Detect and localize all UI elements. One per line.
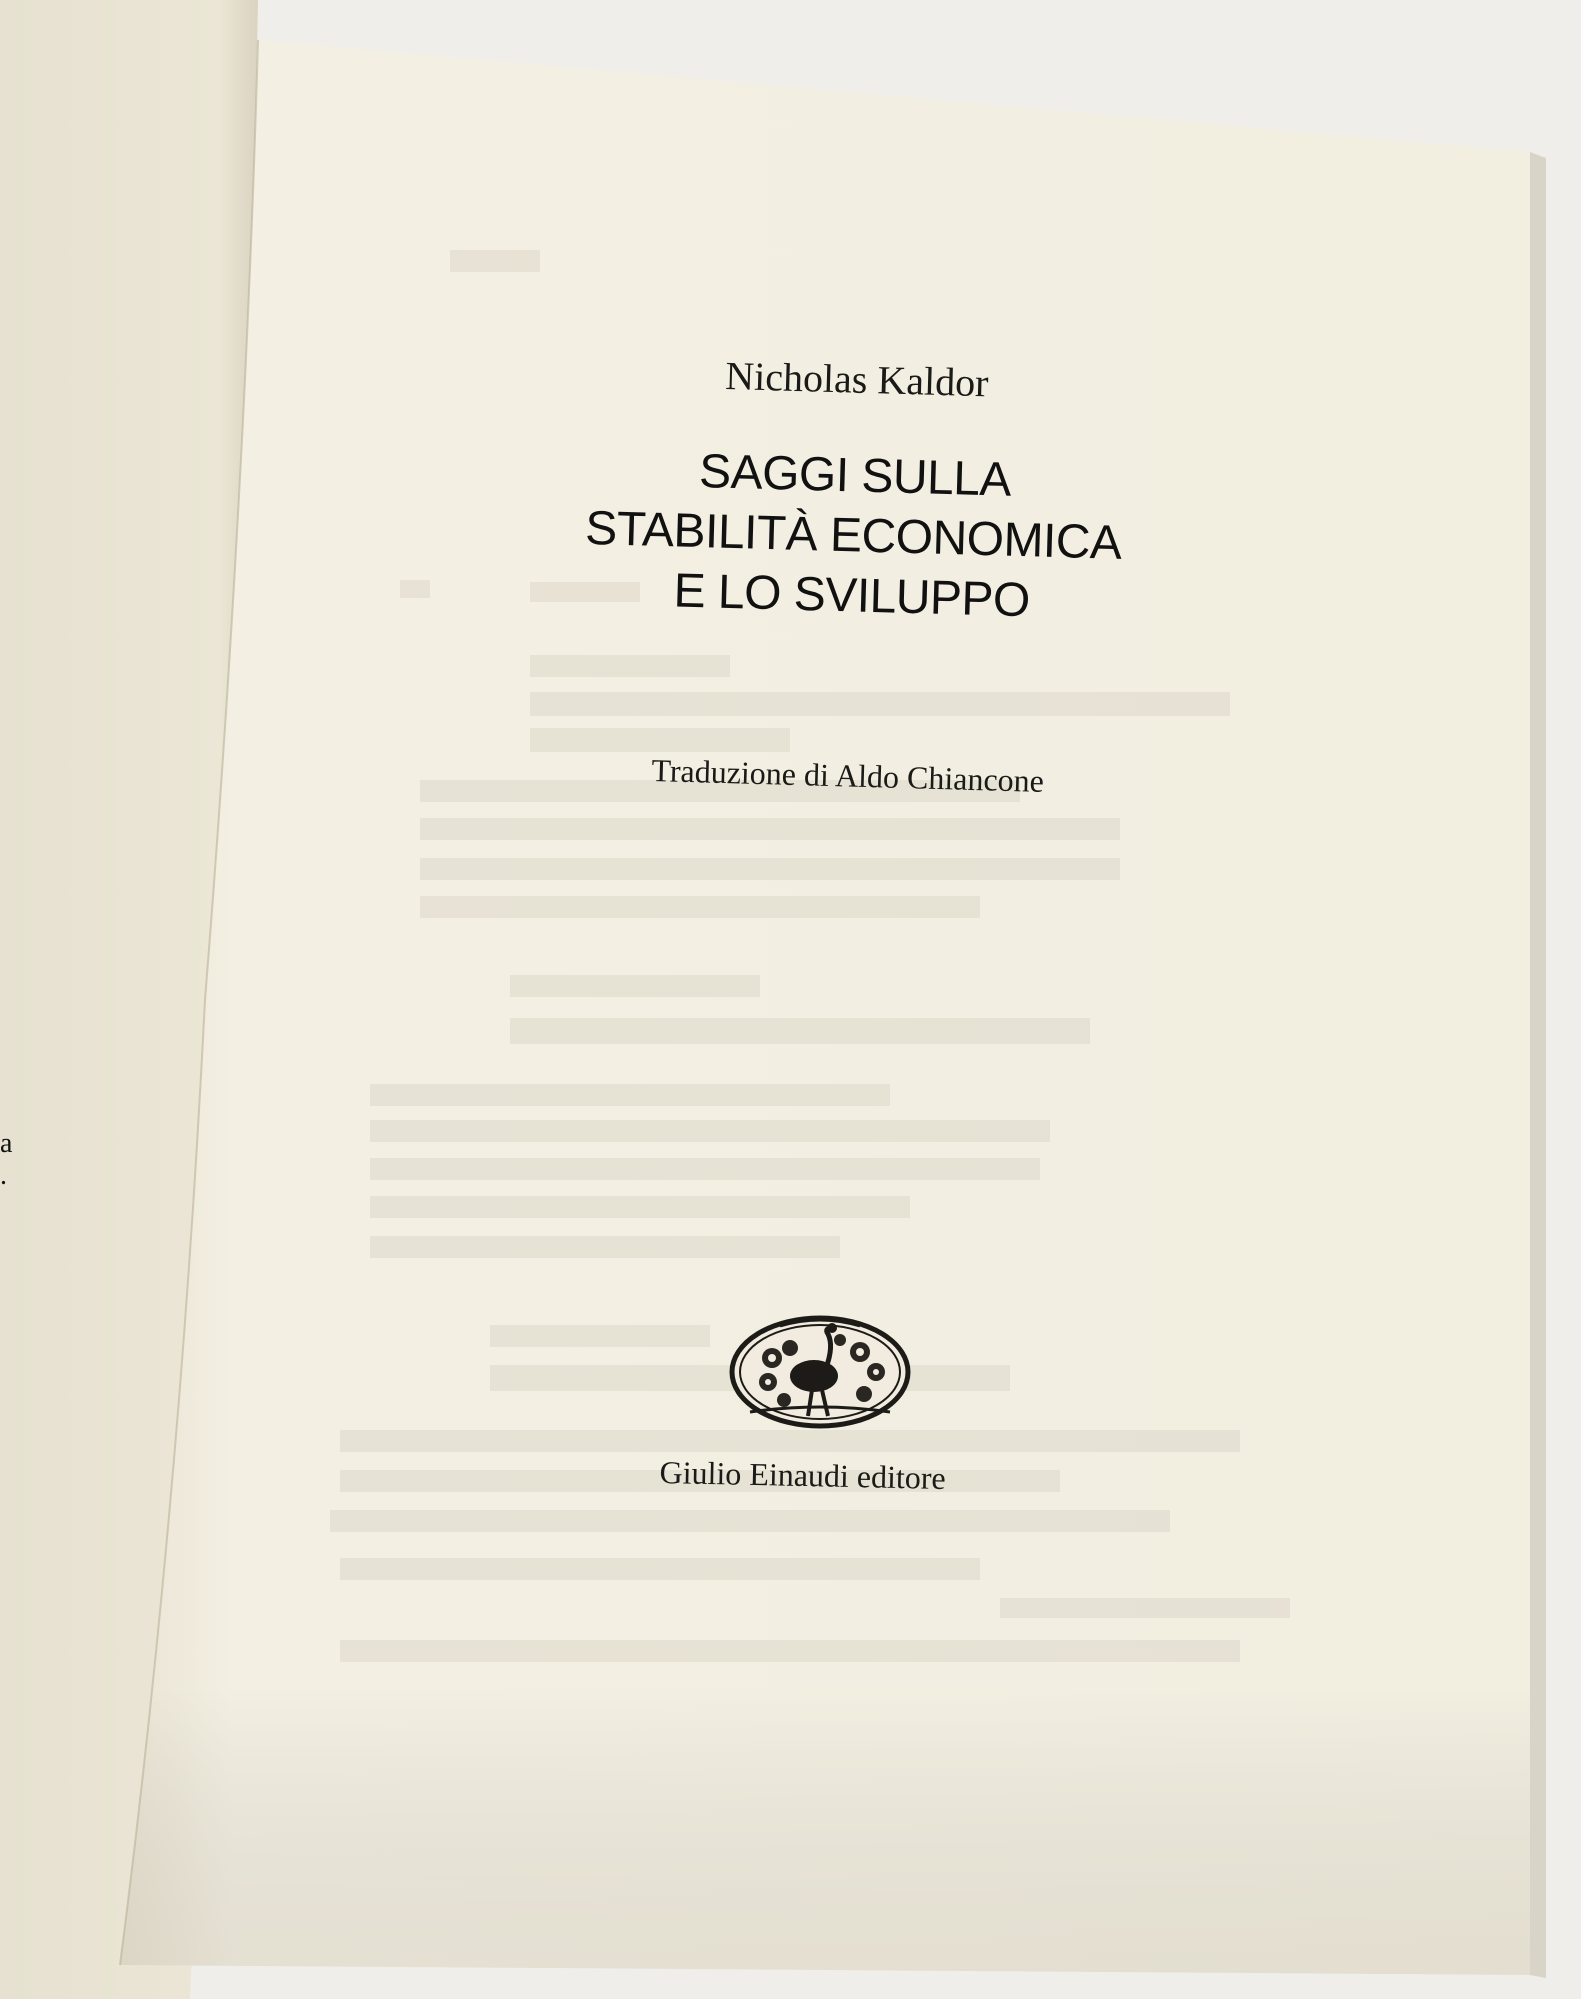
left-page-fragment: a .: [0, 1128, 13, 1191]
title-line-1: SAGGI SULLA: [698, 445, 1012, 507]
author-name: Nicholas Kaldor: [724, 352, 990, 406]
translator-credit: Traduzione di Aldo Chiancone: [650, 752, 1045, 799]
book-title: [551, 438, 1156, 635]
publisher-name: Giulio Einaudi editore: [659, 1454, 947, 1496]
title-line-3: E LO SVILUPPO: [672, 564, 1031, 628]
title-line-2: STABILITÀ ECONOMICA: [584, 501, 1123, 570]
einaudi-ostrich-emblem-icon: [732, 1318, 908, 1426]
left-page-text-fragment: [0, 1128, 12, 1192]
